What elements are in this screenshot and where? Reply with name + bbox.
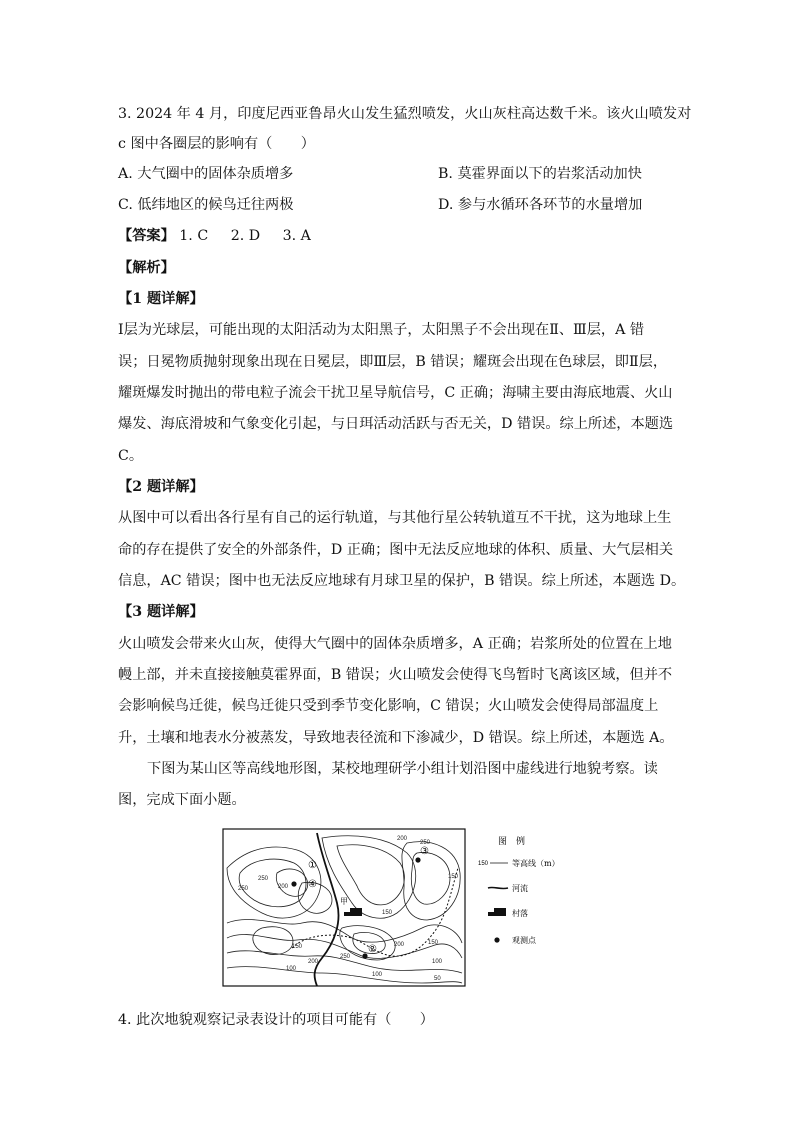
q3-stem-line1: 3. 2024 年 4 月，印度尼西亚鲁昂火山发生猛烈喷发，火山灰柱高达数千米。该火山喷发对 [118, 106, 692, 122]
contour-label: 250 [258, 876, 269, 882]
detail3-line: 会影响候鸟迁徙，候鸟迁徙只受到季节变化影响，C 错误；火山喷发会使得局部温度上 [118, 698, 659, 714]
detail1-line: Ⅰ层为光球层，可能出现的太阳活动为太阳黑子，太阳黑子不会出现在Ⅱ、Ⅲ层，A 错 [118, 322, 645, 338]
legend-title: 图 例 [498, 837, 526, 847]
village-label: 甲 [340, 897, 348, 906]
detail3-line: 火山喷发会带来火山灰，使得大气圈中的固体杂质增多，A 正确；岩浆所处的位置在上地 [118, 636, 672, 652]
answer-line [118, 226, 678, 246]
intro-line2: 图，完成下面小题。 [118, 792, 246, 808]
detail3-line: 升，土壤和地表水分被蒸发，导致地表径流和下渗减少，D 错误。综上所述，本题选 A。 [118, 730, 674, 746]
contour-label: 150 [382, 910, 393, 916]
contour-label: 200 [308, 959, 319, 965]
village-marker [350, 908, 362, 916]
contour-map-svg [222, 828, 572, 988]
observation-point-dot [291, 881, 296, 886]
contour-label: 150 [428, 940, 439, 946]
analysis-label: 【解析】 [118, 260, 175, 276]
q3-option-a: A. 大气圈中的固体杂质增多 [118, 166, 294, 182]
detail2-line: 从图中可以看出各行星有自己的运行轨道，与其他行星公转轨道互不干扰，这为地球上生 [118, 510, 672, 526]
answer-item-3: 3. A [282, 228, 311, 244]
legend-contour-value: 150 [478, 861, 489, 867]
legend-village-label: 村落 [512, 909, 528, 918]
q3-options-row2 [118, 195, 678, 215]
q3-option-d: D. 参与水循环各环节的水量增加 [438, 197, 643, 213]
q4-stem: 4. 此次地貌观察记录表设计的项目可能有（ ） [118, 1012, 434, 1028]
observation-point-dot [415, 857, 420, 862]
detail2-heading: 【2 题详解】 [118, 479, 204, 495]
detail2-line: 命的存在提供了安全的外部条件，D 正确；图中无法反应地球的体积、质量、大气层相关 [118, 542, 674, 558]
legend-point-symbol [494, 937, 499, 942]
contour-label: 250 [238, 886, 249, 892]
contour-label: 150 [448, 874, 459, 880]
observation-point-3-label: ③ [420, 846, 429, 857]
contour-map-figure [222, 828, 572, 988]
q3-option-b: B. 莫霍界面以下的岩浆活动加快 [438, 166, 642, 182]
contour-label: 100 [286, 966, 297, 972]
detail3-heading: 【3 题详解】 [118, 604, 204, 620]
legend-contour-label: 等高线（m） [512, 859, 560, 868]
q3-stem-line2: c 图中各圈层的影响有（ ） [118, 136, 315, 152]
intro-line1: 下图为某山区等高线地形图，某校地理研学小组计划沿图中虚线进行地貌考察。读 [147, 761, 658, 777]
detail1-line: C。 [118, 448, 144, 464]
contour-label: 200 [278, 884, 289, 890]
legend-river-label: 河流 [512, 884, 528, 893]
contour-label: 50 [434, 976, 441, 982]
legend-village-symbol-part [488, 912, 494, 916]
legend-river-symbol [488, 887, 508, 888]
contour-label: 100 [432, 959, 443, 965]
observation-point-1-label: ① [308, 860, 317, 871]
contour-label: 200 [397, 836, 408, 842]
detail1-line: 耀斑爆发时抛出的带电粒子流会干扰卫星导航信号，C 正确；海啸主要由海底地震、火山 [118, 385, 673, 401]
contour-label: 200 [394, 942, 405, 948]
contour-label: 100 [372, 972, 383, 978]
contour-label: 250 [340, 954, 351, 960]
answer-item-1: 1. C [179, 228, 209, 244]
observation-point-2-label: ② [368, 944, 377, 955]
contour-label: 250 [420, 840, 431, 846]
village-marker-part [344, 912, 350, 916]
answer-label: 【答案】 [118, 228, 175, 244]
observation-point-dot [362, 953, 367, 958]
legend-point-label: 观测点 [512, 936, 536, 945]
detail1-line: 误；日冕物质抛射现象出现在日冕层，即Ⅲ层，B 错误；耀斑会出现在色球层，即Ⅱ层， [118, 354, 668, 370]
detail2-line: 信息，AC 错误；图中也无法反应地球有月球卫星的保护，B 错误。综上所述，本题选 D。 [118, 573, 686, 589]
legend-village-symbol [494, 908, 506, 916]
answer-item-2: 2. D [230, 228, 261, 244]
q3-options-row1 [118, 164, 678, 184]
detail1-heading: 【1 题详解】 [118, 291, 204, 307]
q3-option-c: C. 低纬地区的候鸟迁往两极 [118, 197, 294, 213]
detail3-line: 幔上部，并未直接接触莫霍界面，B 错误；火山喷发会使得飞鸟暂时飞离该区域，但并不 [118, 667, 673, 683]
contour-label: 150 [292, 944, 303, 950]
observation-point-4-label: ④ [308, 879, 317, 890]
map-legend [478, 835, 560, 945]
detail1-line: 爆发、海底滑坡和气象变化引起，与日珥活动活跃与否无关，D 错误。综上所述，本题选 [118, 416, 674, 432]
